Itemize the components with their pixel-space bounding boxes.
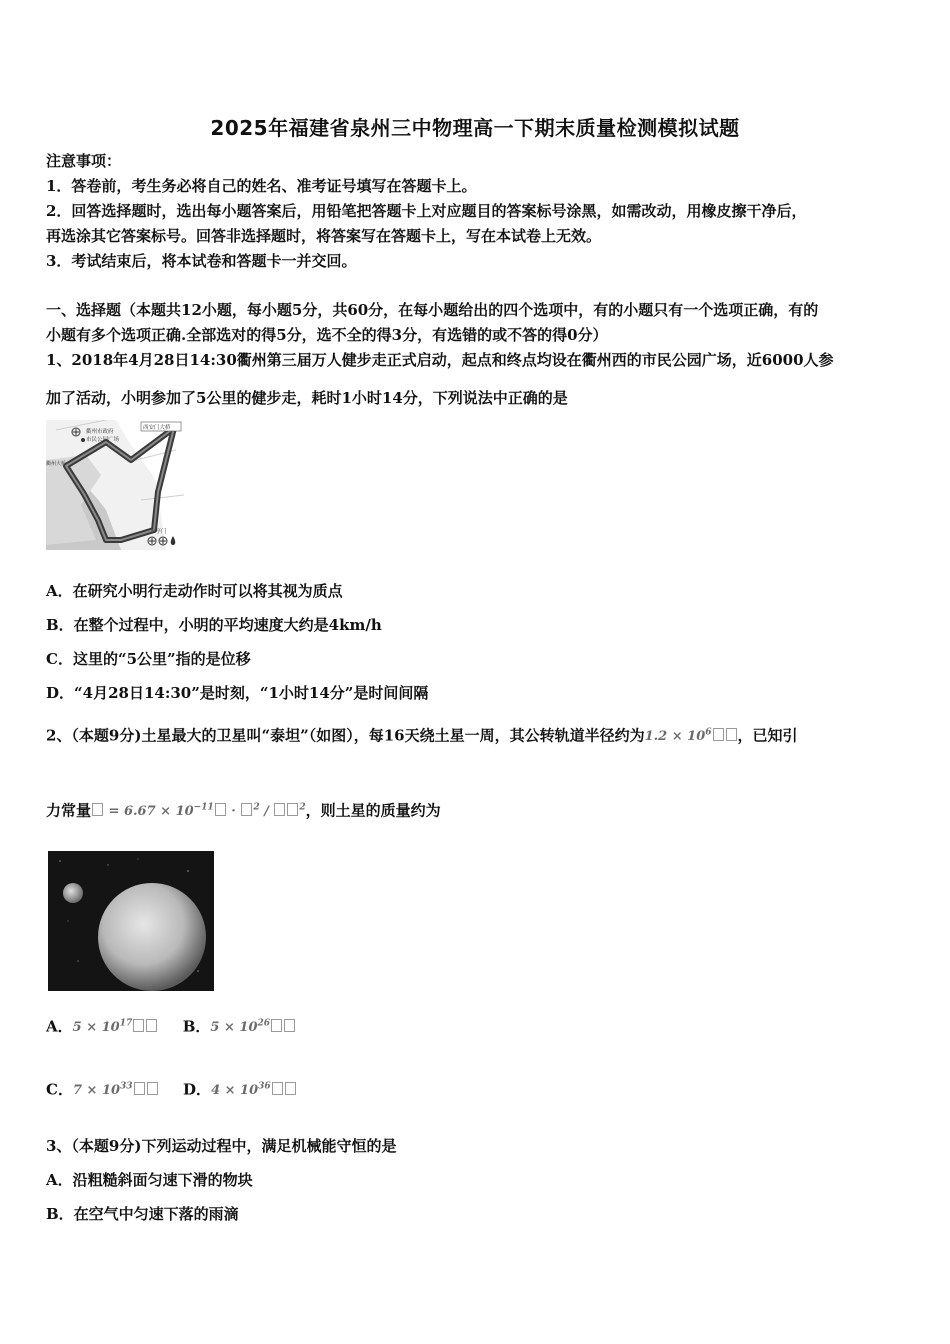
option-d-formula: $4 \times 10^{36}$ (211, 1083, 297, 1098)
question-2-stem-text: ，已知引 (737, 726, 798, 745)
question-2-stem-text: 力常量 (46, 801, 92, 820)
option-b-formula: $5 \times 10^{26}$ (210, 1020, 296, 1035)
question-2-stem-text: ，则土星的质量约为 (305, 801, 441, 820)
notice-item: 再选涂其它答案标号。回答非选择题时，将答案写在答题卡上，写在本试卷上无效。 (46, 227, 602, 245)
gravitational-constant-formula: = $6.67 \times 10^{-11} \cdot ^2 / ^2$ (91, 804, 306, 819)
option-b-label: B． (182, 1017, 211, 1036)
question-3-option-b: B．在空气中匀速下落的雨滴 (46, 1205, 239, 1223)
walk-route-map-image (46, 420, 184, 550)
map-label: 西安门大桥 (143, 425, 171, 431)
orbit-radius-formula: $1.2 \times 10^6$ (645, 729, 738, 744)
question-2-stem-text: 2、（本题9分)土星最大的卫星叫“泰坦”（如图），每16天绕土星一周，其公转轨道半径约为 (46, 726, 645, 745)
option-a-label: A． (46, 1017, 73, 1036)
question-2-stem (46, 722, 798, 748)
section-heading: 一、选择题（本题共12小题，每小题5分，共60分，在每小题给出的四个选项中，有的小题只有一个选项正确，有的 (46, 301, 819, 319)
question-2-options-row-1 (46, 1013, 296, 1039)
question-2-stem-cont (46, 797, 441, 823)
map-label: 市民公园广场 (86, 437, 120, 443)
notice-item: 2．回答选择题时，选出每小题答案后，用铅笔把答题卡上对应题目的答案标号涂黑，如需改动，用橡皮擦干净后， (46, 202, 807, 220)
notice-item: 3．考试结束后，将本试卷和答题卡一并交回。 (46, 252, 357, 270)
option-c-label: C． (46, 1080, 73, 1099)
option-c-formula: $7 \times 10^{33}$ (73, 1083, 159, 1098)
notice-heading: 注意事项： (46, 152, 122, 170)
question-1-stem: 1、2018年4月28日14:30衢州第三届万人健步走正式启动，起点和终点均设在衢州西的市民公园广场，近6000人参 (46, 351, 834, 369)
question-3-stem: 3、（本题9分)下列运动过程中，满足机械能守恒的是 (46, 1137, 397, 1155)
page-title: 2025年福建省泉州三中物理高一下期末质量检测模拟试题 (210, 116, 740, 140)
question-1-option-d: D．“4月28日14:30”是时刻，“1小时14分”是时间间隔 (46, 684, 429, 702)
question-2-options-row-2 (46, 1076, 297, 1102)
map-label: 衢州大桥 (46, 461, 67, 467)
question-1-option-c: C．这里的“5公里”指的是位移 (46, 650, 251, 668)
question-1-option-a: A．在研究小明行走动作时可以将其视为质点 (46, 582, 343, 600)
question-1-stem-cont: 加了活动，小明参加了5公里的健步走，耗时1小时14分，下列说法中正确的是 (46, 389, 568, 407)
section-heading-cont: 小题有多个选项正确.全部选对的得5分，选不全的得3分，有选错的或不答的得0分） (46, 326, 608, 344)
option-d-label: D． (183, 1080, 212, 1099)
saturn-titan-image (48, 851, 214, 991)
map-label: 水亭门 (150, 529, 167, 535)
option-a-formula: $5 \times 10^{17}$ (73, 1020, 159, 1035)
question-3-option-a: A．沿粗糙斜面匀速下滑的物块 (46, 1171, 253, 1189)
map-label: 衢州市政府 (86, 429, 114, 435)
question-1-option-b: B．在整个过程中，小明的平均速度大约是4km/h (46, 616, 382, 634)
notice-item: 1．答卷前，考生务必将自己的姓名、准考证号填写在答题卡上。 (46, 177, 477, 195)
